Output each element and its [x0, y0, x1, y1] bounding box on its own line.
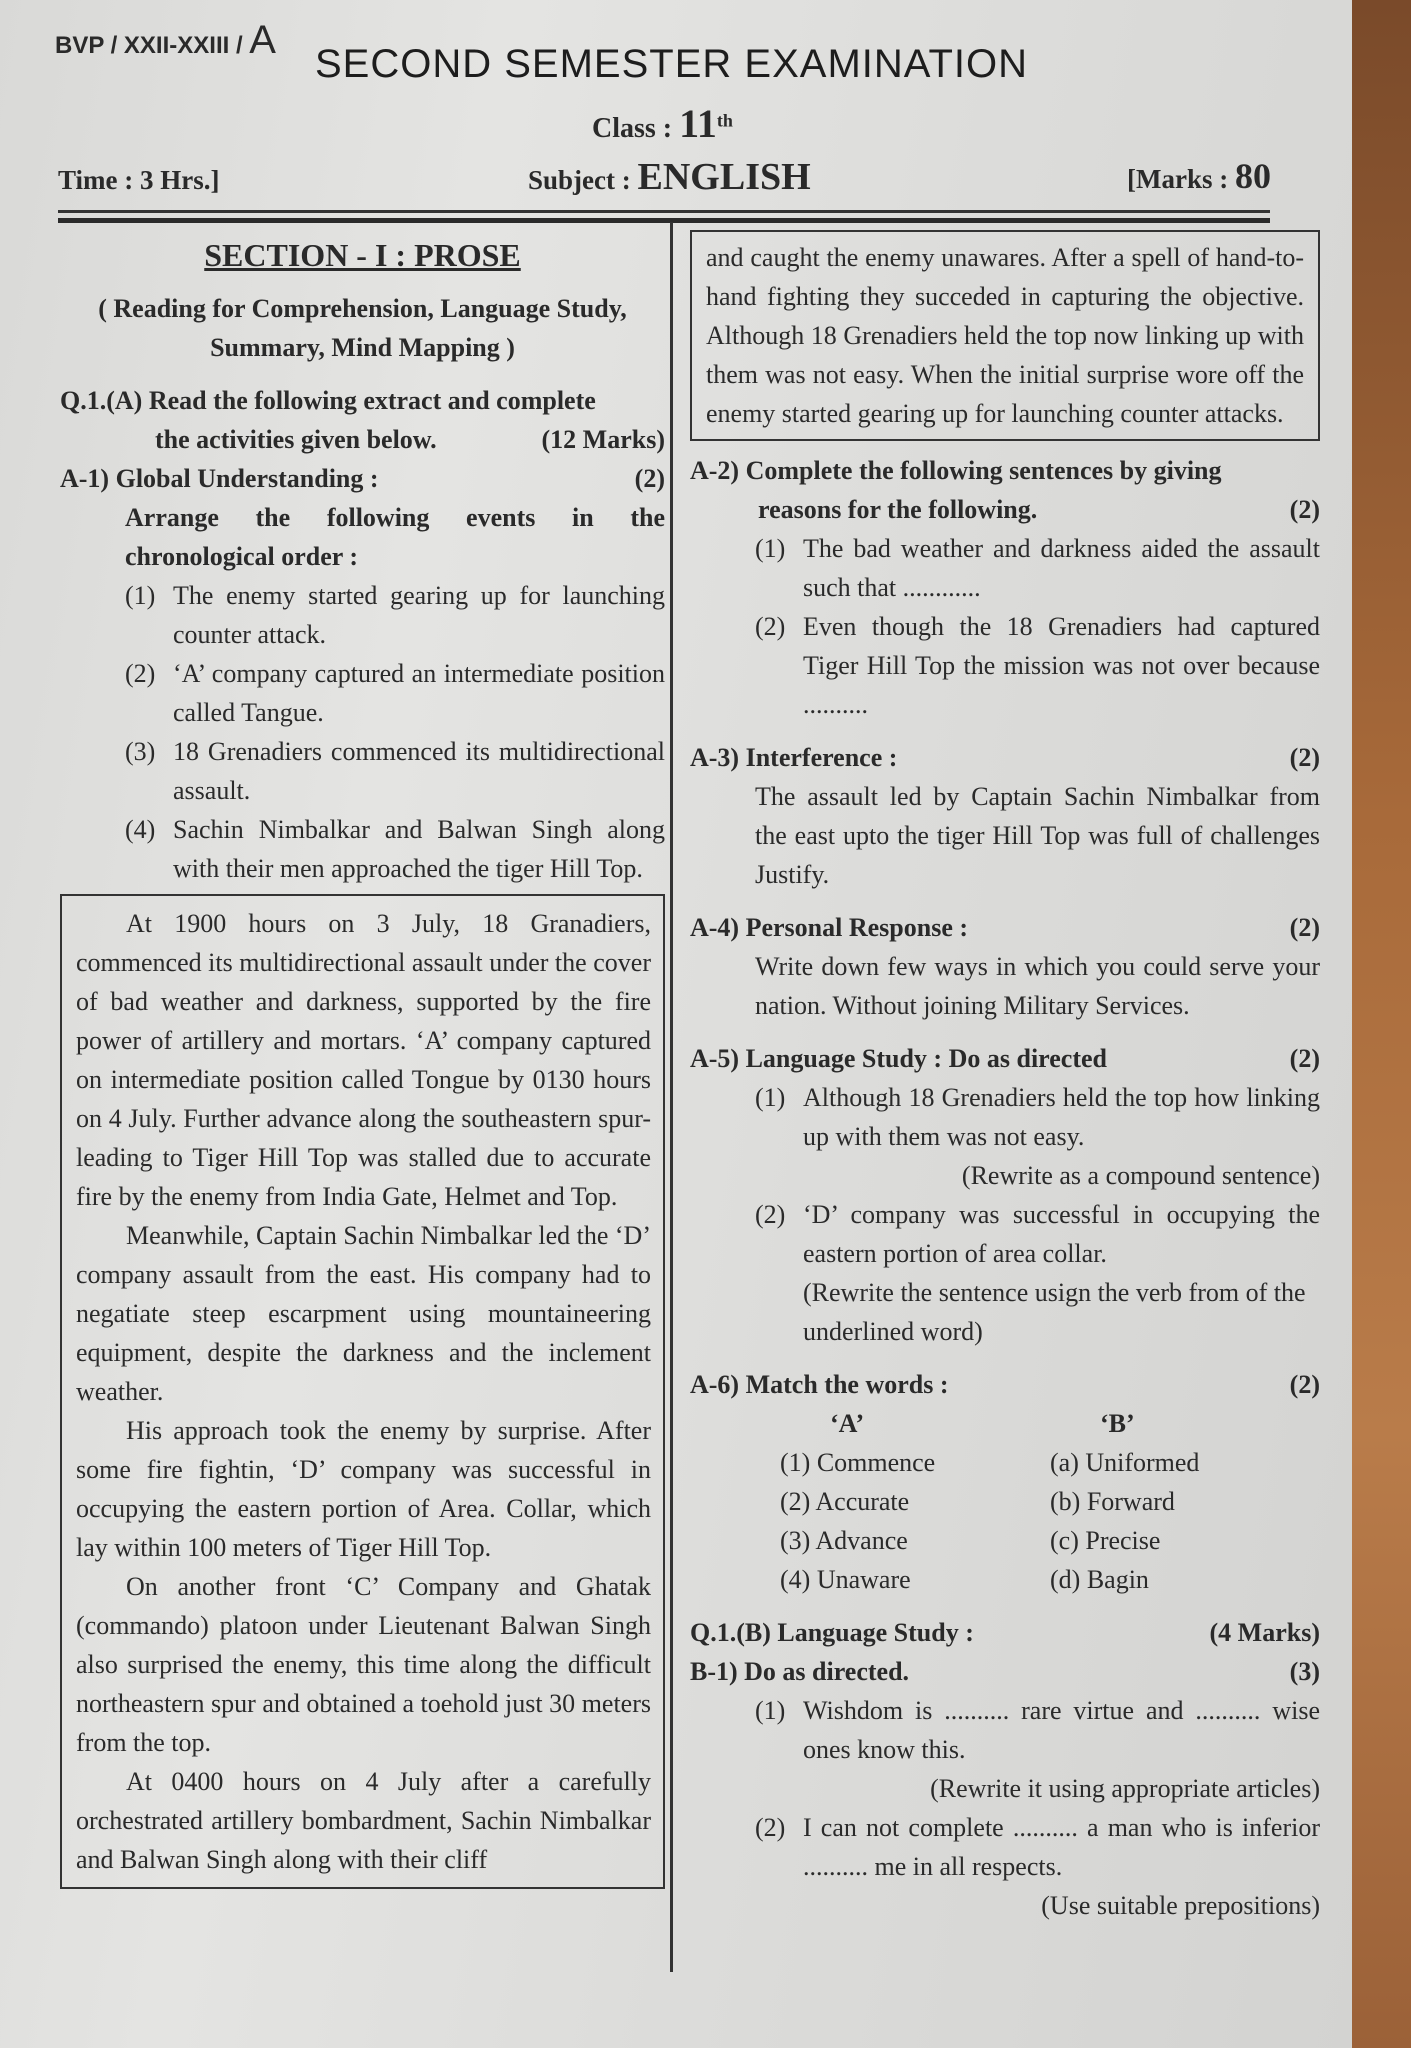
- a2-label: A-2) Complete the following sentences by giving: [690, 456, 1222, 485]
- list-item: [690, 1691, 1320, 1769]
- match-a-item: (1) Commence: [780, 1448, 936, 1477]
- item-text: Wishdom is .......... rare virtue and .......... wise ones know this.: [803, 1696, 1320, 1764]
- b1-header: [690, 1652, 1320, 1691]
- a2-line2-text: reasons for the following.: [758, 495, 1038, 524]
- list-item: [60, 576, 665, 654]
- item-text: Although 18 Grenadiers held the top how linking up with them was not easy.: [803, 1083, 1320, 1151]
- a4-label: A-4) Personal Response :: [690, 913, 969, 942]
- item-number: (2): [125, 659, 156, 688]
- match-b-item: (d) Bagin: [1050, 1565, 1149, 1594]
- b1-label: B-1) Do as directed.: [690, 1657, 910, 1686]
- a3-header: [690, 738, 1320, 777]
- item-number: (1): [755, 1083, 786, 1112]
- a4-text: Write down few ways in which you could serve your nation. Without joining Military Services.: [755, 952, 1320, 1020]
- extract-paragraph: On another front ‘C’ Company and Ghatak (commando) platoon under Lieutenant Balwan Singh also surprised the enemy, this time along the difficult northeastern spur and obtained a toehold just 30 meters from the top.: [76, 1572, 651, 1757]
- item-number: (2): [755, 1813, 786, 1842]
- q1a-marks: (12 Marks): [541, 425, 665, 454]
- item-text: 18 Grenadiers commenced its multidirectional assault.: [173, 737, 665, 805]
- marks-value: 80: [1234, 156, 1271, 196]
- list-item: [690, 529, 1320, 607]
- match-col-b-header: ‘B’: [1100, 1409, 1135, 1438]
- list-item: [60, 810, 665, 888]
- a6-marks: (2): [1289, 1370, 1320, 1399]
- extract-paragraph: His approach took the enemy by surprise. After some fire fightin, ‘D’ company was successful in occupying the eastern portion of Area. Collar, which lay within 100 meters of Tiger Hill Top.: [76, 1416, 651, 1562]
- b1-direction-1: (Rewrite it using appropriate articles): [930, 1774, 1320, 1803]
- b1-marks: (3): [1289, 1657, 1320, 1686]
- q1a-line2: [60, 420, 665, 459]
- list-item: [60, 654, 665, 732]
- class-value: 11: [679, 101, 717, 146]
- a3-text: The assault led by Captain Sachin Nimbalkar from the east upto the tiger Hill Top was full of challenges Justify.: [755, 782, 1320, 889]
- extract-paragraph: Meanwhile, Captain Sachin Nimbalkar led the ‘D’ company assault from the east. His company had to negatiate steep escarpment using mountaineering equipment, despite the darkness and the inclement weather.: [76, 1221, 651, 1406]
- a6-header: [690, 1365, 1320, 1404]
- class-line: [592, 100, 733, 147]
- a3-label: A-3) Interference :: [690, 743, 898, 772]
- list-item: [60, 732, 665, 810]
- right-column: [690, 230, 1320, 1925]
- a4-header: [690, 908, 1320, 947]
- header-rule-thin: [58, 210, 1270, 213]
- q1b-marks: (4 Marks): [1209, 1618, 1320, 1647]
- exam-title: SECOND SEMESTER EXAMINATION: [315, 42, 1029, 86]
- a5-header: [690, 1039, 1320, 1078]
- match-a-item: (4) Unaware: [780, 1565, 911, 1594]
- class-label: Class :: [592, 113, 680, 144]
- item-number: (1): [125, 581, 156, 610]
- q1b-label: Q.1.(B) Language Study :: [690, 1618, 974, 1647]
- item-text: ‘D’ company was successful in occupying the eastern portion of area collar.: [803, 1200, 1320, 1268]
- column-divider: [670, 222, 673, 1972]
- q1a-label: Q.1.(A) Read the following extract and complete: [60, 386, 596, 415]
- extract-paragraph: At 1900 hours on 3 July, 18 Granadiers, commenced its multidirectional assault under the cover of bad weather and darkness, supported by the fire power of artillery and mortars. ‘A’ company captured on intermediate position called Tongue by 0130 hours on 4 July. Further advance along the southeastern spur-leading to Tiger Hill Top was stalled due to accurate fire by the enemy from India Gate, Helmet and Top.: [76, 909, 651, 1211]
- a5-label: A-5) Language Study : Do as directed: [690, 1044, 1107, 1073]
- item-number: (1): [755, 1696, 786, 1725]
- a1-instruction: Arrange the following events in the chronological order :: [125, 503, 665, 571]
- item-number: (3): [125, 737, 156, 766]
- list-item: [690, 1078, 1320, 1156]
- a1-label: A-1) Global Understanding :: [60, 464, 379, 493]
- list-item: [690, 1808, 1320, 1886]
- paper-code-text: BVP / XXII-XXIII /: [55, 32, 243, 59]
- class-suffix: th: [716, 110, 733, 131]
- header-rule-thick: [58, 218, 1270, 223]
- a3-marks: (2): [1289, 743, 1320, 772]
- a5-direction-2: (Rewrite the sentence usign the verb from of the underlined word): [803, 1278, 1306, 1346]
- match-col-a-header: ‘A’: [830, 1409, 865, 1438]
- a1-marks: (2): [634, 464, 665, 493]
- match-a-item: (3) Advance: [780, 1526, 908, 1555]
- a5-direction-1: (Rewrite as a compound sentence): [961, 1161, 1320, 1190]
- match-a-item: (2) Accurate: [780, 1487, 910, 1516]
- subject-info: [528, 155, 811, 199]
- b1-direction-2: (Use suitable prepositions): [1041, 1891, 1320, 1920]
- subject-value: ENGLISH: [637, 156, 811, 198]
- match-b-item: (b) Forward: [1050, 1487, 1175, 1516]
- a4-marks: (2): [1289, 913, 1320, 942]
- item-number: (2): [755, 1200, 786, 1229]
- item-number: (4): [125, 815, 156, 844]
- list-item: [690, 1195, 1320, 1273]
- item-number: (1): [755, 534, 786, 563]
- a1-header: [60, 459, 665, 498]
- subject-label: Subject :: [528, 165, 638, 195]
- a2-marks: (2): [1289, 495, 1320, 524]
- left-column: [60, 230, 665, 1889]
- section-title: SECTION - I : PROSE: [204, 237, 521, 273]
- time-info: Time : 3 Hrs.]: [58, 165, 220, 195]
- item-text: Sachin Nimbalkar and Balwan Singh along with their men approached the tiger Hill Top.: [173, 815, 665, 883]
- item-text: Even though the 18 Grenadiers had captured Tiger Hill Top the mission was not over because ..........: [803, 612, 1320, 719]
- marks-info: [1127, 155, 1271, 197]
- a5-marks: (2): [1289, 1044, 1320, 1073]
- item-number: (2): [755, 612, 786, 641]
- extract-continuation-box: and caught the enemy unawares. After a spell of hand-to-hand fighting they succeded in capturing the objective. Although 18 Grenadiers held the top now linking up with them was not easy. When the initial surprise wore off the enemy started gearing up for launching counter attacks.: [690, 230, 1320, 441]
- match-b-item: (a) Uniformed: [1050, 1448, 1200, 1477]
- list-item: [690, 607, 1320, 724]
- a2-line2: [690, 490, 1320, 529]
- item-text: ‘A’ company captured an intermediate position called Tangue.: [173, 659, 665, 727]
- extract-box: [60, 894, 665, 1889]
- match-b-item: (c) Precise: [1050, 1526, 1161, 1555]
- q1a-line2-text: the activities given below.: [155, 425, 437, 454]
- match-table: [690, 1404, 1320, 1599]
- extract-paragraph: At 0400 hours on 4 July after a carefully orchestrated artillery bombardment, Sachin Nimbalkar and Balwan Singh along with their cliff: [76, 1767, 651, 1874]
- marks-label: [Marks :: [1127, 164, 1235, 194]
- paper-set: A: [249, 18, 276, 62]
- section-subtitle-1: ( Reading for Comprehension, Language Study,: [98, 294, 627, 323]
- paper-code: [55, 18, 276, 63]
- item-text: The enemy started gearing up for launching counter attack.: [173, 581, 665, 649]
- item-text: The bad weather and darkness aided the assault such that ............: [803, 534, 1320, 602]
- q1b-header: [690, 1613, 1320, 1652]
- item-text: I can not complete .......... a man who is inferior .......... me in all respects.: [803, 1813, 1320, 1881]
- section-subtitle-2: Summary, Mind Mapping ): [210, 333, 515, 362]
- a6-label: A-6) Match the words :: [690, 1370, 949, 1399]
